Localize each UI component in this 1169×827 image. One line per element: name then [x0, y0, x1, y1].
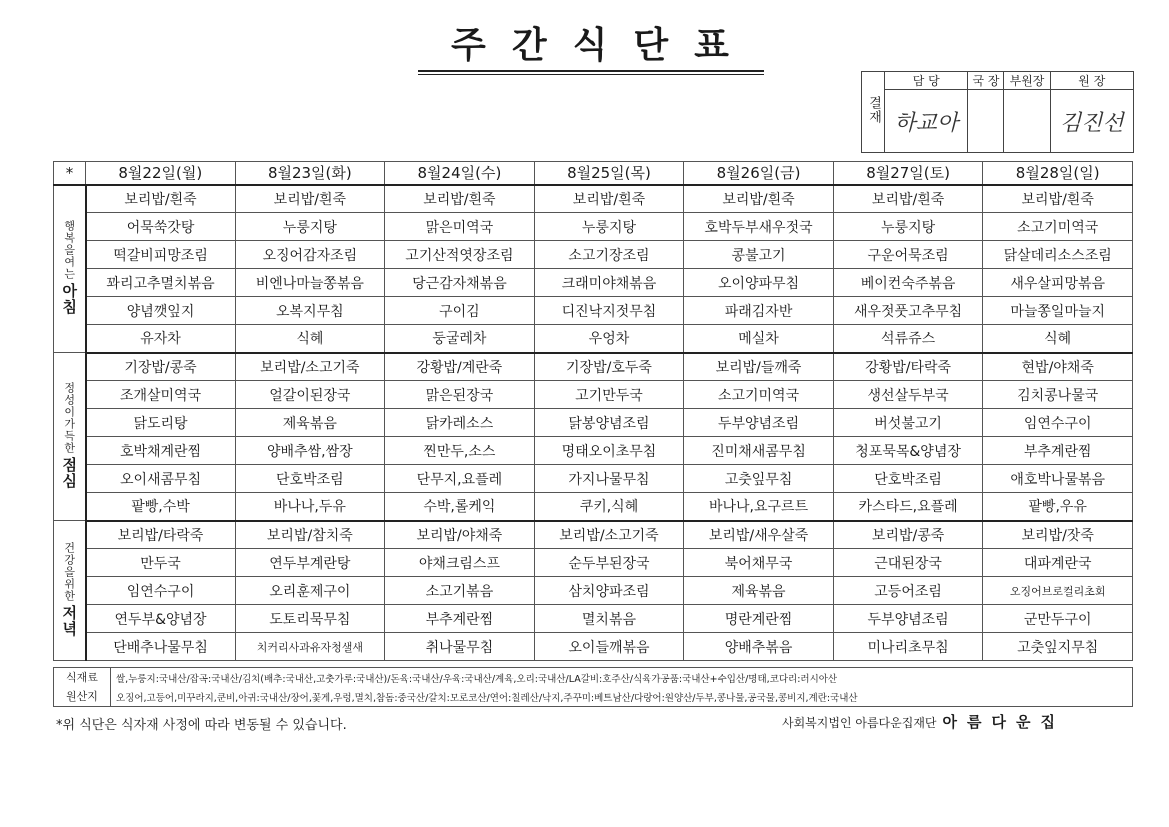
- menu-item: 보리밥/타락죽: [86, 521, 236, 549]
- meal-name: 점심: [60, 456, 79, 489]
- menu-item: 두부양념조림: [833, 605, 983, 633]
- menu-item: 누룽지탕: [534, 213, 684, 241]
- menu-item: 현밥/야채죽: [983, 353, 1133, 381]
- menu-item: 명란계란찜: [684, 605, 834, 633]
- menu-row: [54, 493, 1133, 521]
- menu-item: 보리밥/소고기죽: [235, 353, 385, 381]
- menu-item: 청포묵목&양념장: [833, 437, 983, 465]
- menu-item: 보리밥/흰죽: [235, 185, 385, 213]
- menu-item: 고등어조림: [833, 577, 983, 605]
- menu-item: 북어채무국: [684, 549, 834, 577]
- menu-item: 취나물무침: [385, 633, 535, 661]
- day-header: 8월25일(목): [534, 162, 684, 185]
- menu-item: 버섯불고기: [833, 409, 983, 437]
- menu-item: 새우젓풋고추무침: [833, 297, 983, 325]
- day-header: 8월22일(월): [86, 162, 236, 185]
- menu-row: [54, 465, 1133, 493]
- menu-item: 얼갈이된장국: [235, 381, 385, 409]
- menu-item: 순두부된장국: [534, 549, 684, 577]
- menu-item: 크래미야채볶음: [534, 269, 684, 297]
- menu-item: 임연수구이: [983, 409, 1133, 437]
- menu-item: 보리밥/참치죽: [235, 521, 385, 549]
- menu-row: [54, 297, 1133, 325]
- menu-item: 보리밥/야채죽: [385, 521, 535, 549]
- menu-item: 명태오이초무침: [534, 437, 684, 465]
- meal-subtitle: 건강을위한: [62, 541, 76, 602]
- day-header: 8월23일(화): [235, 162, 385, 185]
- menu-item: 보리밥/콩죽: [833, 521, 983, 549]
- menu-item: 어묵쑥갓탕: [86, 213, 236, 241]
- menu-item: 임연수구이: [86, 577, 236, 605]
- menu-item: 소고기미역국: [983, 213, 1133, 241]
- meal-label: [54, 185, 86, 353]
- menu-item: 수박,롤케익: [385, 493, 535, 521]
- menu-item: 고기만두국: [534, 381, 684, 409]
- page-title: 주간식단표: [451, 25, 755, 66]
- menu-item: 부추계란찜: [983, 437, 1133, 465]
- menu-item: 식혜: [235, 325, 385, 353]
- approval-label: 결재: [862, 72, 885, 153]
- menu-item: 닭살데리소스조림: [983, 241, 1133, 269]
- menu-item: 보리밥/흰죽: [534, 185, 684, 213]
- menu-item: 대파계란국: [983, 549, 1133, 577]
- menu-row: [54, 241, 1133, 269]
- approval-signature: [968, 90, 1004, 153]
- menu-item: 고춧잎지무침: [983, 633, 1133, 661]
- ingredient-origin-box: [53, 667, 1133, 707]
- menu-item: 조개살미역국: [86, 381, 236, 409]
- menu-item: 단배추나물무침: [86, 633, 236, 661]
- menu-item: 마늘쫑일마늘지: [983, 297, 1133, 325]
- origin-label: 식재료 원산지: [54, 668, 111, 706]
- menu-item: 가지나물무침: [534, 465, 684, 493]
- menu-row: [54, 353, 1133, 381]
- menu-item: 맑은된장국: [385, 381, 535, 409]
- menu-item: 연두부&양념장: [86, 605, 236, 633]
- menu-item: 식혜: [983, 325, 1133, 353]
- weekly-menu-table: [53, 161, 1133, 661]
- menu-item: 치커리사과유자청샐새: [235, 633, 385, 661]
- menu-item: 찐만두,소스: [385, 437, 535, 465]
- menu-item: 디진낙지젓무침: [534, 297, 684, 325]
- approval-role: 국 장: [968, 72, 1004, 90]
- menu-item: 단무지,요플레: [385, 465, 535, 493]
- meal-name: 저녁: [60, 604, 79, 637]
- menu-item: 양배추볶음: [684, 633, 834, 661]
- corner-cell: *: [54, 162, 86, 185]
- approval-role: 담 당: [885, 72, 968, 90]
- footer-note: *위 식단은 식자재 사정에 따라 변동될 수 있습니다.: [56, 718, 347, 733]
- approval-role: 원 장: [1050, 72, 1133, 90]
- menu-item: 닭도리탕: [86, 409, 236, 437]
- day-header: 8월24일(수): [385, 162, 535, 185]
- menu-item: 기장밥/호두죽: [534, 353, 684, 381]
- meal-subtitle: 정성이가득한: [62, 381, 76, 454]
- menu-item: 고춧잎무침: [684, 465, 834, 493]
- menu-item: 누룽지탕: [235, 213, 385, 241]
- menu-row: [54, 549, 1133, 577]
- menu-row: [54, 381, 1133, 409]
- origin-text: 쌀,누룽지:국내산/잡곡:국내산/김치(배추:국내산,고춧가루:국내산)/돈육:국내산/우육:국내산/계육,오리:국내산/LA갈비:호주산/식육가공품:국내산+수입산/명태,코다리:러시아산: [116, 674, 838, 685]
- menu-item: 메실차: [684, 325, 834, 353]
- day-header-row: [54, 162, 1133, 185]
- menu-item: 보리밥/들깨죽: [684, 353, 834, 381]
- menu-item: 유자차: [86, 325, 236, 353]
- menu-item: 삼치양파조림: [534, 577, 684, 605]
- menu-item: 오복지무침: [235, 297, 385, 325]
- approval-signature: [1004, 90, 1050, 153]
- menu-item: 근대된장국: [833, 549, 983, 577]
- menu-item: 도토리묵무침: [235, 605, 385, 633]
- menu-item: 진미채새콤무침: [684, 437, 834, 465]
- menu-item: 애호박나물볶음: [983, 465, 1133, 493]
- meal-name: 아침: [60, 282, 79, 315]
- menu-item: 군만두구이: [983, 605, 1133, 633]
- approval-signature: 김진선: [1050, 90, 1133, 153]
- menu-row: [54, 213, 1133, 241]
- menu-item: 보리밥/새우살죽: [684, 521, 834, 549]
- menu-item: 바나나,두유: [235, 493, 385, 521]
- menu-row: [54, 325, 1133, 353]
- menu-item: 파래김자반: [684, 297, 834, 325]
- menu-item: 새우살피망볶음: [983, 269, 1133, 297]
- menu-item: 단호박조림: [833, 465, 983, 493]
- menu-item: 소고기장조림: [534, 241, 684, 269]
- menu-item: 소고기볶음: [385, 577, 535, 605]
- menu-item: 쿠키,식혜: [534, 493, 684, 521]
- menu-item: 제육볶음: [684, 577, 834, 605]
- menu-item: 닭카레소스: [385, 409, 535, 437]
- menu-item: 당근감자채볶음: [385, 269, 535, 297]
- menu-item: 보리밥/흰죽: [983, 185, 1133, 213]
- approval-role: 부원장: [1004, 72, 1050, 90]
- menu-item: 생선살두부국: [833, 381, 983, 409]
- menu-item: 제육볶음: [235, 409, 385, 437]
- menu-item: 강황밥/타락죽: [833, 353, 983, 381]
- menu-item: 보리밥/소고기죽: [534, 521, 684, 549]
- menu-item: 보리밥/흰죽: [385, 185, 535, 213]
- menu-item: 구이김: [385, 297, 535, 325]
- menu-item: 만두국: [86, 549, 236, 577]
- menu-item: 비엔나마늘쫑볶음: [235, 269, 385, 297]
- menu-item: 강황밥/계란죽: [385, 353, 535, 381]
- menu-item: 호박두부새우젓국: [684, 213, 834, 241]
- menu-item: 보리밥/잣죽: [983, 521, 1133, 549]
- menu-item: 오징어감자조림: [235, 241, 385, 269]
- menu-item: 소고기미역국: [684, 381, 834, 409]
- menu-item: 야채크림스프: [385, 549, 535, 577]
- menu-item: 보리밥/흰죽: [86, 185, 236, 213]
- menu-item: 누룽지탕: [833, 213, 983, 241]
- menu-row: [54, 521, 1133, 549]
- meal-label: [54, 353, 86, 521]
- menu-item: 베이컨숙주볶음: [833, 269, 983, 297]
- menu-item: 꽈리고추멸치볶음: [86, 269, 236, 297]
- menu-row: [54, 409, 1133, 437]
- menu-item: 구운어묵조림: [833, 241, 983, 269]
- title-underline: [418, 70, 764, 72]
- menu-item: 양배추쌈,쌈장: [235, 437, 385, 465]
- menu-item: 둥굴레차: [385, 325, 535, 353]
- day-header: 8월26일(금): [684, 162, 834, 185]
- menu-item: 팥빵,우유: [983, 493, 1133, 521]
- approval-box: [861, 71, 1134, 153]
- menu-item: 호박채계란찜: [86, 437, 236, 465]
- menu-item: 김치콩나물국: [983, 381, 1133, 409]
- menu-item: 오이양파무침: [684, 269, 834, 297]
- menu-row: [54, 185, 1133, 213]
- menu-item: 우엉차: [534, 325, 684, 353]
- organization-name: 사회복지법인 아름다운집재단 아름다운집: [782, 713, 1065, 731]
- menu-row: [54, 633, 1133, 661]
- menu-item: 닭봉양념조림: [534, 409, 684, 437]
- approval-signature: 하교아: [885, 90, 968, 153]
- origin-text: 오징어,고등어,미꾸라지,쿤비,아귀:국내산/장어,꽃게,우렁,멸치,참돔:중국산/갈치:모로코산/연어:칠레산/낙지,주꾸미:베트남산/다랑어:원양산/두부,콩나물,공국물,콩비지,계란:국내산: [116, 693, 858, 704]
- menu-item: 오이들깨볶음: [534, 633, 684, 661]
- menu-item: 양념깻잎지: [86, 297, 236, 325]
- menu-item: 맑은미역국: [385, 213, 535, 241]
- menu-item: 바나나,요구르트: [684, 493, 834, 521]
- menu-item: 팥빵,수박: [86, 493, 236, 521]
- menu-row: [54, 577, 1133, 605]
- title-underline-thin: [418, 74, 764, 75]
- menu-item: 콩불고기: [684, 241, 834, 269]
- meal-label: [54, 521, 86, 661]
- menu-item: 단호박조림: [235, 465, 385, 493]
- menu-item: 떡갈비피망조림: [86, 241, 236, 269]
- menu-row: [54, 605, 1133, 633]
- menu-item: 카스타드,요플레: [833, 493, 983, 521]
- menu-item: 두부양념조림: [684, 409, 834, 437]
- menu-item: 오리훈제구이: [235, 577, 385, 605]
- menu-item: 고기산적엿장조림: [385, 241, 535, 269]
- menu-row: [54, 437, 1133, 465]
- day-header: 8월27일(토): [833, 162, 983, 185]
- menu-item: 미나리초무침: [833, 633, 983, 661]
- menu-item: 석류쥬스: [833, 325, 983, 353]
- menu-item: 멸치볶음: [534, 605, 684, 633]
- menu-item: 보리밥/흰죽: [684, 185, 834, 213]
- menu-item: 부추계란찜: [385, 605, 535, 633]
- menu-item: 보리밥/흰죽: [833, 185, 983, 213]
- menu-item: 연두부계란탕: [235, 549, 385, 577]
- day-header: 8월28일(일): [983, 162, 1133, 185]
- menu-row: [54, 269, 1133, 297]
- menu-item: 오이새콤무침: [86, 465, 236, 493]
- menu-item: 오징어브로컬리초회: [983, 577, 1133, 605]
- meal-subtitle: 행복을여는: [62, 219, 76, 280]
- menu-item: 기장밥/콩죽: [86, 353, 236, 381]
